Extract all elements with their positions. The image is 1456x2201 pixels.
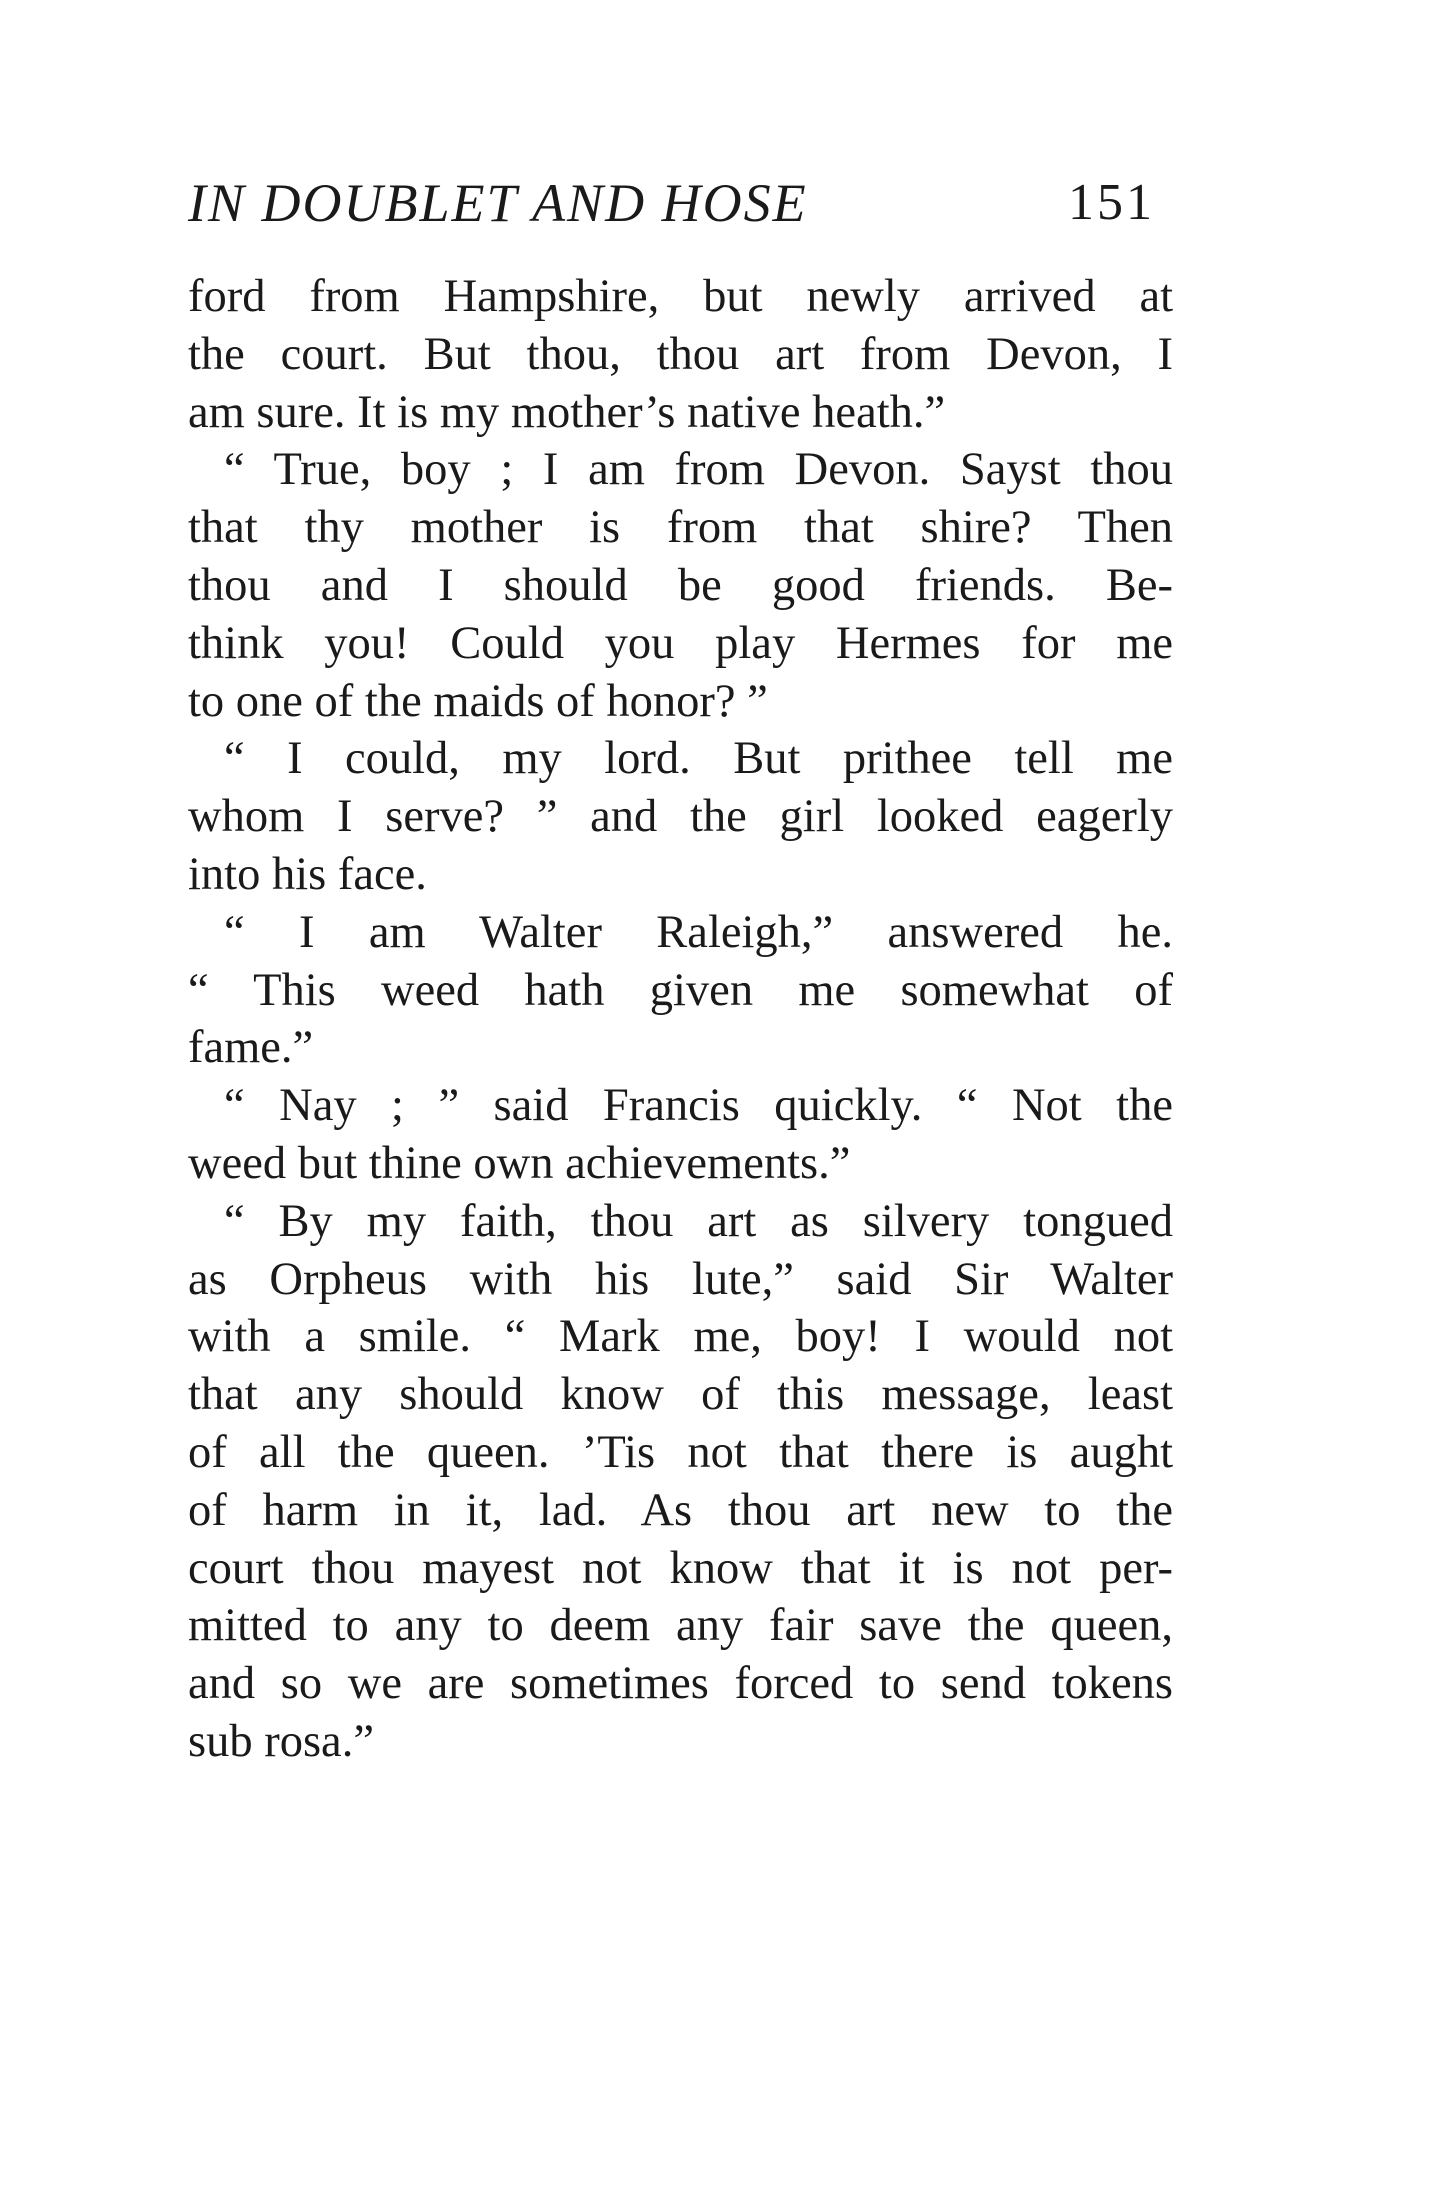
text-line: of harm in it, lad. As thou art new to the bbox=[188, 1484, 1173, 1536]
running-head-title: IN DOUBLET AND HOSE bbox=[188, 173, 808, 233]
text-line: “ I am Walter Raleigh,” answered he. bbox=[224, 906, 1173, 958]
text-line: “ By my faith, thou art as silvery tongued bbox=[224, 1195, 1173, 1247]
text-line: ford from Hampshire, but newly arrived at bbox=[188, 271, 1173, 322]
text-line: the court. But thou, thou art from Devon, I bbox=[188, 328, 1173, 380]
text-line: thou and I should be good friends. Be- bbox=[188, 559, 1173, 611]
text-line: “ Nay ; ” said Francis quickly. “ Not the bbox=[224, 1080, 1173, 1132]
text-line: of all the queen. ’Tis not that there is aught bbox=[188, 1426, 1173, 1478]
text-line: mitted to any to deem any fair save the queen, bbox=[188, 1600, 1173, 1652]
text-line: fame.” bbox=[188, 1022, 314, 1074]
text-line: that any should know of this message, least bbox=[188, 1369, 1173, 1421]
text-line: with a smile. “ Mark me, boy! I would not bbox=[188, 1311, 1173, 1363]
text-line: to one of the maids of honor? ” bbox=[188, 675, 768, 727]
body-text bbox=[188, 268, 1173, 1771]
running-head bbox=[188, 168, 1188, 238]
text-line: court thou mayest not know that it is not per- bbox=[188, 1542, 1173, 1594]
text-line: “ I could, my lord. But prithee tell me bbox=[224, 733, 1173, 785]
text-line: sub rosa.” bbox=[188, 1715, 374, 1767]
text-line: into his face. bbox=[188, 848, 427, 900]
text-line: “ This weed hath given me somewhat of bbox=[188, 964, 1173, 1016]
text-line: whom I serve? ” and the girl looked eagerly bbox=[188, 791, 1173, 843]
text-line: am sure. It is my mother’s native heath.” bbox=[188, 386, 946, 438]
text-line: weed but thine own achievements.” bbox=[188, 1137, 851, 1189]
page-number: 151 bbox=[1068, 174, 1155, 231]
text-line: as Orpheus with his lute,” said Sir Walter bbox=[188, 1253, 1173, 1305]
text-line: “ True, boy ; I am from Devon. Sayst thou bbox=[224, 444, 1173, 496]
text-line: and so we are sometimes forced to send tokens bbox=[188, 1658, 1173, 1710]
text-line: think you! Could you play Hermes for me bbox=[188, 617, 1173, 669]
text-line: that thy mother is from that shire? Then bbox=[188, 502, 1173, 554]
